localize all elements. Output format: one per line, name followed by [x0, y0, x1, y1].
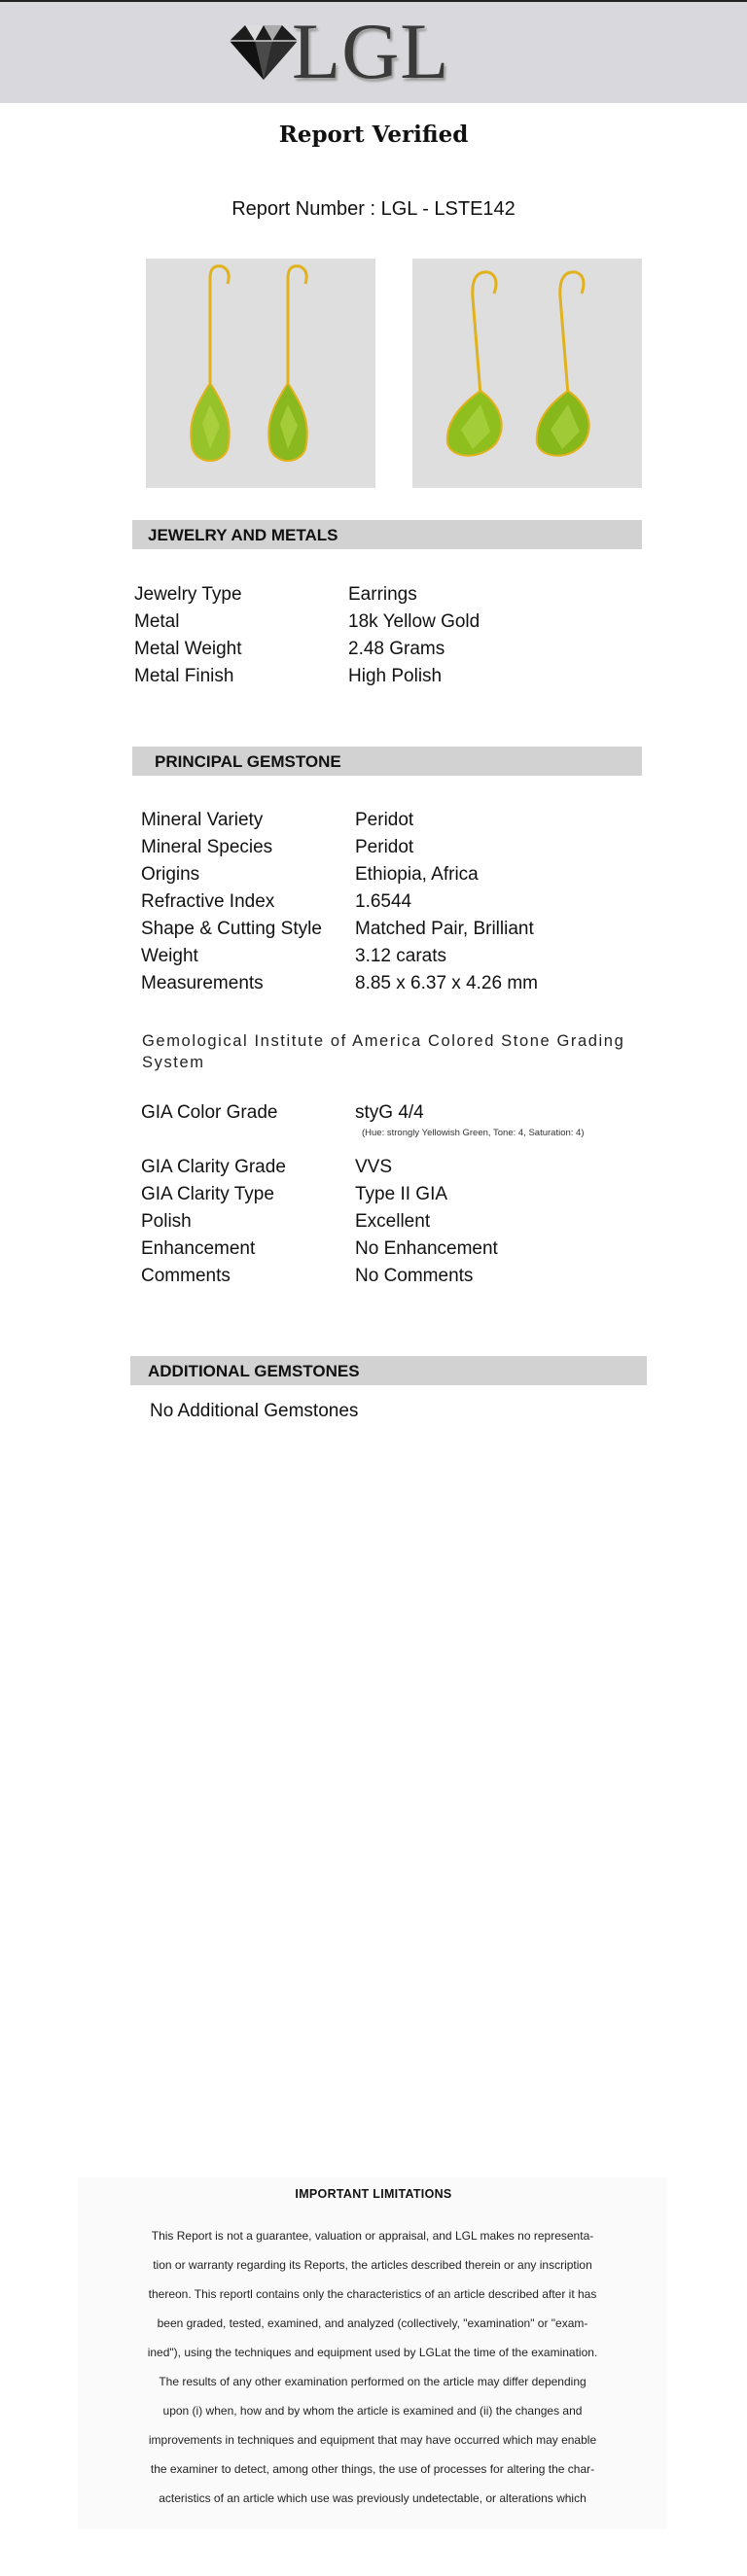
field-label: Comments — [141, 1266, 231, 1286]
limitations-line: acteristics of an article which use was previously undetectable, or alterations which — [159, 2491, 587, 2505]
field-label: Measurements — [141, 973, 264, 993]
earrings-front-photo — [146, 259, 375, 488]
field-label: Metal Weight — [134, 639, 242, 659]
field-label: Refractive Index — [141, 891, 275, 912]
hue-note: (Hue: strongly Yellowish Green, Tone: 4, Saturation: 4) — [362, 1128, 585, 1138]
field-value: Matched Pair, Brilliant — [355, 919, 534, 939]
principal-section-header — [132, 747, 642, 776]
limitations-title: IMPORTANT LIMITATIONS — [295, 2187, 452, 2201]
field-value: 2.48 Grams — [348, 639, 445, 659]
jewelry-section-title: JEWELRY AND METALS — [148, 526, 338, 544]
limitations-line: This Report is not a guarantee, valuation or appraisal, and LGL makes no representa- — [151, 2229, 594, 2243]
field-label: GIA Clarity Grade — [141, 1157, 286, 1177]
field-value: Earrings — [348, 584, 417, 605]
limitations-line: the examiner to detect, among other things, the use of processes for altering the char- — [150, 2462, 595, 2476]
additional-gemstones-text: No Additional Gemstones — [150, 1401, 359, 1421]
field-value: styG 4/4 — [355, 1102, 424, 1123]
field-label: GIA Color Grade — [141, 1102, 278, 1123]
limitations-line: upon (i) when, how and by whom the article is examined and (ii) the changes and — [162, 2404, 583, 2418]
field-value: 18k Yellow Gold — [348, 611, 480, 632]
field-label: Jewelry Type — [134, 584, 242, 605]
limitations-line: thereon. This reportl contains only the characteristics of an article described after it has — [148, 2287, 597, 2301]
field-label: Shape & Cutting Style — [141, 919, 322, 939]
limitations-line: improvements in techniques and equipment that may have occurred which may enable — [148, 2433, 597, 2447]
jewelry-section-header — [132, 520, 642, 549]
field-value: VVS — [355, 1157, 393, 1177]
grading-system-title: Gemological Institute of America Colored Stone Grading System — [142, 1032, 625, 1071]
field-value: Ethiopia, Africa — [355, 864, 479, 885]
field-value: 1.6544 — [355, 891, 412, 912]
field-label: Polish — [141, 1211, 192, 1232]
additional-section-title: ADDITIONAL GEMSTONES — [148, 1362, 360, 1380]
field-value: Peridot — [355, 837, 414, 857]
limitations-line: been graded, tested, examined, and analyzed (collectively, "examination" or "exam- — [157, 2316, 588, 2330]
diamond-logo-icon — [226, 19, 302, 84]
page-title: Report Verified — [278, 122, 469, 148]
limitations-line: ined"), using the techniques and equipment used by LGLat the time of the examination. — [147, 2346, 598, 2359]
earrings-side-photo — [412, 259, 642, 488]
field-label: Metal Finish — [134, 666, 234, 686]
field-label: Mineral Variety — [141, 810, 264, 830]
field-value: Excellent — [355, 1211, 431, 1232]
field-value: Type II GIA — [355, 1184, 448, 1204]
field-value: Peridot — [355, 810, 414, 830]
additional-section-header — [130, 1356, 647, 1385]
field-label: GIA Clarity Type — [141, 1184, 274, 1204]
field-label: Origins — [141, 864, 200, 885]
field-value: 8.85 x 6.37 x 4.26 mm — [355, 973, 538, 993]
field-label: Mineral Species — [141, 837, 273, 857]
principal-section-title: PRINCIPAL GEMSTONE — [155, 752, 341, 771]
logo-text: LGL — [292, 7, 450, 95]
field-label: Weight — [141, 946, 198, 966]
field-value: High Polish — [348, 666, 443, 686]
field-value: 3.12 carats — [355, 946, 446, 966]
field-label: Metal — [134, 611, 180, 632]
field-value: No Comments — [355, 1266, 474, 1286]
field-value: No Enhancement — [355, 1238, 498, 1259]
field-label: Enhancement — [141, 1238, 256, 1259]
limitations-line: tion or warranty regarding its Reports, the articles described therein or any inscription — [153, 2258, 592, 2272]
limitations-line: The results of any other examination performed on the article may differ depending — [159, 2375, 587, 2388]
header-banner — [0, 0, 747, 103]
report-number: Report Number : LGL - LSTE142 — [231, 198, 516, 220]
